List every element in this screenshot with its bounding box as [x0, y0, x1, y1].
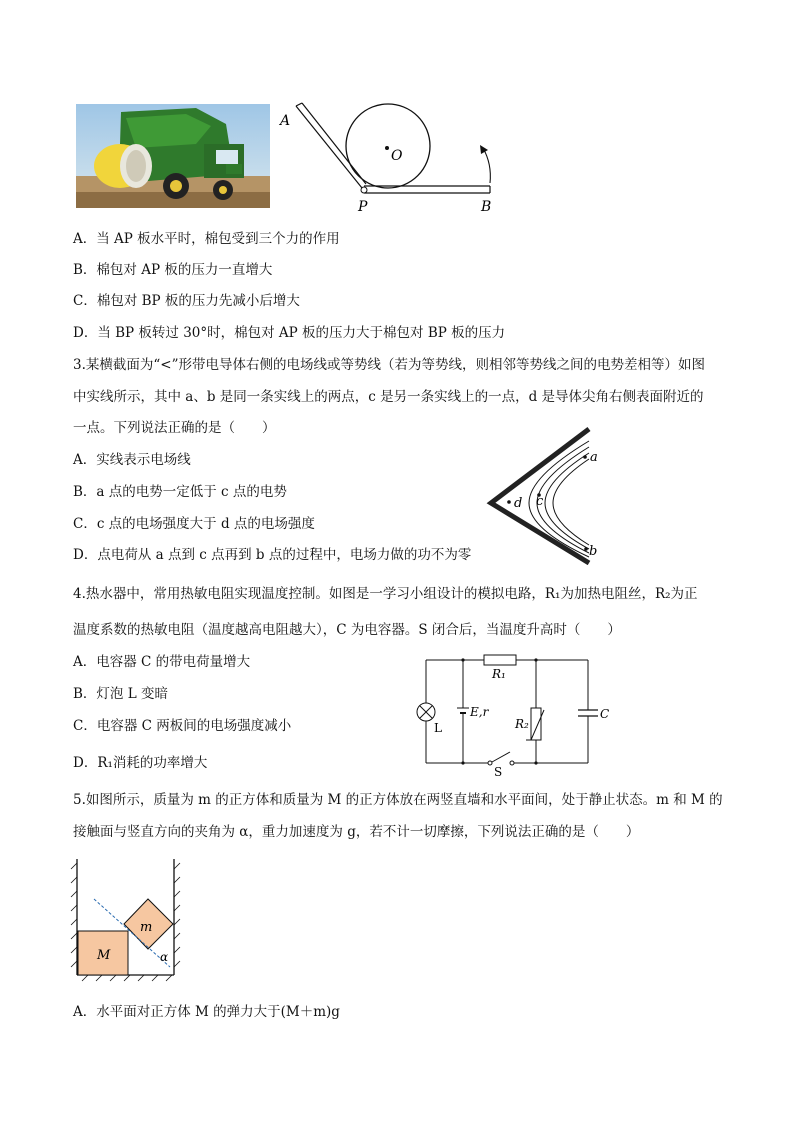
label-P: P: [358, 199, 368, 215]
q4-option-b: B．灯泡 L 变暗: [73, 686, 168, 702]
blocks-walls-diagram: [70, 855, 182, 983]
q4-option-a: A．电容器 C 的带电荷量增大: [73, 654, 251, 670]
q3-option-c: C．c 点的电场强度大于 d 点的电场强度: [73, 516, 315, 532]
label-B: B: [481, 199, 492, 215]
label-alpha: α: [160, 950, 169, 964]
q4-stem-1: 4.热水器中，常用热敏电阻实现温度控制。如图是一学习小组设计的模拟电路，R₁为加热电阻丝，R₂为正: [73, 586, 698, 602]
q3-option-b: B．a 点的电势一定低于 c 点的电势: [73, 484, 287, 500]
q4-option-d: D．R₁消耗的功率增大: [73, 755, 208, 771]
label-c: c: [536, 494, 544, 509]
label-R1: R₁: [492, 667, 506, 681]
q3-option-d: D．点电荷从 a 点到 c 点再到 b 点的过程中，电场力做的功不为零: [73, 547, 472, 563]
circuit-diagram: [410, 648, 620, 780]
label-C: C: [600, 707, 610, 721]
label-b: b: [589, 544, 598, 559]
plate-ball-diagram: [278, 98, 498, 218]
label-R2: R₂: [515, 717, 529, 731]
q5-stem-1: 5.如图所示，质量为 m 的正方体和质量为 M 的正方体放在两竖直墙和水平面间，处于静止状态。m 和 M 的: [73, 792, 723, 808]
label-L: L: [434, 721, 442, 735]
label-a: a: [590, 450, 598, 465]
harvester-photo: [76, 104, 270, 208]
q2-option-d: D．当 BP 板转过 30°时，棉包对 AP 板的压力大于棉包对 BP 板的压力: [73, 325, 506, 341]
q3-stem-1: 3.某横截面为“<”形带电导体右侧的电场线或等势线（若为等势线，则相邻等势线之间的电势差相等）如图: [73, 357, 705, 373]
q2-option-a: A．当 AP 板水平时，棉包受到三个力的作用: [73, 231, 340, 247]
q5-option-a: A．水平面对正方体 M 的弹力大于(M＋m)g: [73, 1004, 340, 1020]
label-A: A: [280, 113, 291, 129]
conductor-field-diagram: [485, 425, 615, 565]
label-O: O: [391, 148, 403, 164]
label-m: m: [140, 920, 153, 935]
label-M: M: [97, 948, 111, 963]
q3-stem-2: 中实线所示，其中 a、b 是同一条实线上的两点，c 是另一条实线上的一点，d 是导体尖角右侧表面附近的: [73, 389, 704, 405]
q5-stem-2: 接触面与竖直方向的夹角为 α，重力加速度为 g，若不计一切摩擦，下列说法正确的是（ ）: [73, 824, 640, 840]
label-S: S: [494, 765, 503, 779]
label-Er: E,r: [470, 705, 489, 719]
q2-option-b: B．棉包对 AP 板的压力一直增大: [73, 262, 273, 278]
q3-stem-3: 一点。下列说法正确的是（ ）: [73, 420, 276, 436]
q2-option-c: C．棉包对 BP 板的压力先减小后增大: [73, 293, 300, 309]
q4-option-c: C．电容器 C 两板间的电场强度减小: [73, 718, 292, 734]
label-d: d: [514, 496, 523, 511]
q4-stem-2: 温度系数的热敏电阻（温度越高电阻越大），C 为电容器。S 闭合后，当温度升高时（ ）: [73, 622, 621, 638]
q3-option-a: A．实线表示电场线: [73, 452, 191, 468]
